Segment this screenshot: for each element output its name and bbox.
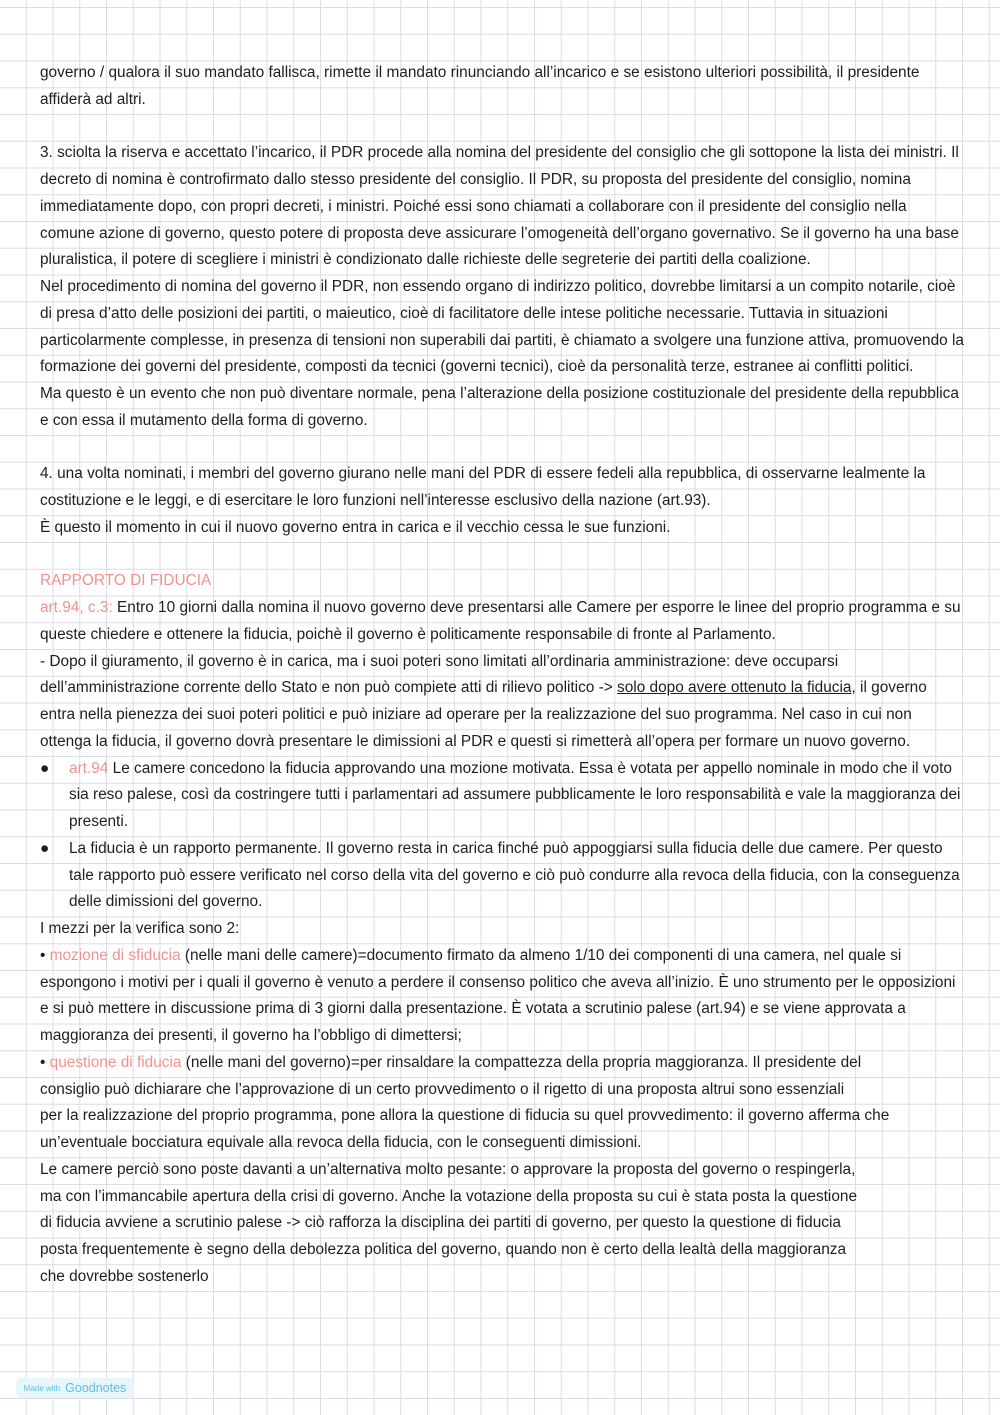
note-page [40, 60, 965, 1291]
paragraph-line: consiglio può dichiarare che l’approvazione di un certo provvedimento o il rigetto di una proposta altrui sono essenziali [40, 1080, 845, 1098]
paragraph-step-4: 4. una volta nominati, i membri del governo giurano nelle mani del PDR di essere fedeli alla repubblica, di osservarne lealmente la costituzione e le leggi, e di esercitare le loro funzioni nell’interesse esclusivo della nazione (art.93). [40, 465, 926, 509]
paragraph-nomination-failure: governo / qualora il suo mandato fallisca, rimette il mandato rinunciando all’incarico e se esistono ulteriori possibilità, il presidente affiderà ad altri. [40, 64, 920, 108]
paragraph-line: ma con l’immancabile apertura della crisi di governo. Anche la votazione della proposta su cui è stata posta la questione [40, 1187, 858, 1205]
bullet-icon: ● [40, 759, 50, 777]
spacer [40, 114, 965, 141]
paragraph-art94-c3 [40, 595, 965, 649]
spacer [40, 542, 965, 569]
term-label: questione di fiducia [49, 1053, 182, 1071]
paragraph-exception: Ma questo è un evento che non può diventare normale, pena l’alterazione della posizione costituzionale del presidente della repubblica e con essa il mutamento della forma di governo. [40, 385, 959, 429]
paragraph-line: per la realizzazione del proprio programma, pone allora la questione di fiducia su quel provvedimento: il governo afferma che [40, 1107, 890, 1125]
paragraph-mozione-sfiducia [40, 943, 965, 1050]
bullet-text [69, 756, 965, 836]
paragraph-text: (nelle mani delle camere)=documento firmato da almeno 1/10 dei componenti di una camera, nel quale si espongono i motivi per i quali il governo è venuto a perdere il consenso politico che aveva all’inizio. È uno strumento per le opposizioni e si può mettere in discussione prima di 3 giorni dalla presentazione. È votata a scrutinio palese (art.94) e se viene approvata a maggioranza dei presenti, il governo ha l’obbligo di dimettersi; [40, 946, 956, 1044]
paragraph-pdr-role: Nel procedimento di nomina del governo il PDR, non essendo organo di indirizzo politico, dovrebbe limitarsi a un compito notarile, cioè di presa d’atto delle posizioni dei partiti, o maieutico, cioè di facilitatore delle intese politiche necessarie. Tuttavia in situazioni particolarmente complesse, in presenza di tensioni non superabili dai partiti, è chiamato a svolgere una funzione attiva, promuovendo la formazione dei governi del presidente, composti da tecnici (governi tecnici), cioè da personalità terze, estranee ai conflitti politici. [40, 278, 964, 376]
bullet-item [40, 756, 965, 836]
made-with-goodnotes-badge [16, 1378, 134, 1398]
bullet-icon: • [40, 946, 46, 964]
bullet-text: La fiducia è un rapporto permanente. Il governo resta in carica finché può appoggiarsi sulla fiducia delle due camere. Per questo tale rapporto può essere verificato nel corso della vita del governo e ciò può condurre alla revoca della fiducia, con la conseguenza delle dimissioni del governo. [69, 839, 960, 911]
bullet-item [40, 836, 965, 916]
paragraph-line: che dovrebbe sostenerlo [40, 1267, 209, 1285]
paragraph-line: posta frequentemente è segno della debolezza politica del governo, quando non è certo della lealtà della maggioranza [40, 1241, 847, 1258]
paragraph-text: Entro 10 giorni dalla nomina il nuovo governo deve presentarsi alle Camere per esporre le linee del proprio programma e su queste chiedere e ottenere la fiducia, poichè il governo è politicamente responsabile di fronte al Parlamento. [40, 599, 961, 643]
paragraph-verification-means: I mezzi per la verifica sono 2: [40, 920, 240, 937]
spacer [40, 435, 965, 462]
article-reference: art.94 [69, 759, 109, 777]
paragraph-line: un’eventuale bocciatura equivale alla revoca della fiducia, con le conseguenti dimissioni. [40, 1134, 642, 1151]
paragraph-line: Le camere perciò sono poste davanti a un’alternativa molto pesante: o approvare la proposta del governo o respingerla, [40, 1160, 856, 1178]
article-reference: art.94, c.3: [40, 599, 113, 616]
paragraph-line: di fiducia avviene a scrutinio palese -> ciò rafforza la disciplina dei partiti di governo, per questo la questione di fiducia [40, 1214, 841, 1232]
paragraph-text: - Dopo il giuramento, il governo è in carica, ma i suoi poteri sono limitati all’ordinaria amministrazione: deve occuparsi dell’amministrazione corrente dello Stato e non può compiete atti di rilievo politico -> [40, 652, 839, 697]
paragraph-text: (nelle mani del governo)=per rinsaldare la compattezza della propria maggioranza. Il presidente del [181, 1053, 862, 1071]
paragraph-text: Le camere concedono la fiducia approvando una mozione motivata. Essa è votata per appello nominale in modo che il voto sia reso palese, così da costringere tutti i parlamentari ad assumere pubblicamente le loro responsabilità e vale la maggioranza dei presenti. [69, 759, 961, 830]
paragraph-after-oath [40, 649, 965, 756]
section-heading: RAPPORTO DI FIDUCIA [40, 572, 212, 590]
term-label: mozione di sfiducia [49, 946, 181, 964]
paragraph-text: , il governo entra nella pienezza dei suoi poteri politici e può iniziare ad operare per la realizzazione del suo programma. Nel caso in cui non ottenga la fiducia, il governo dovrà presentare le dimissioni al PDR e questi si rimetterà all’opera per formare un nuovo governo. [40, 679, 927, 750]
bullet-icon: ● [40, 839, 50, 857]
paragraph-step-3: 3. sciolta la riserva e accettato l’incarico, il PDR procede alla nomina del presidente del consiglio che gli sottopone la lista dei ministri. Il decreto di nomina è controfirmato dallo stesso presidente del consiglio. Il PDR, su proposta del presidente del consiglio, nomina immediatamente dopo, con propri decreti, i ministri. Poiché essi sono chiamati a collaborare con il presidente del consiglio nella comune azione di governo, questo potere di proposta deve assicurare l’omogeneità dell’organo governativo. Se il governo ha una base pluralistica, il potere di scegliere i ministri è condizionato dalle richieste delle segreterie dei partiti della coalizione. [40, 144, 959, 269]
underlined-phrase: solo dopo avere ottenuto la fiducia [617, 679, 852, 697]
bullet-icon: • [40, 1053, 46, 1071]
badge-made-with-label: Made with [23, 1383, 61, 1393]
paragraph-entry-into-office: È questo il momento in cui il nuovo governo entra in carica e il vecchio cessa le sue funzioni. [40, 518, 671, 536]
goodnotes-logo: Goodnotes [65, 1381, 127, 1395]
paragraph-questione-fiducia-line [40, 1050, 965, 1077]
